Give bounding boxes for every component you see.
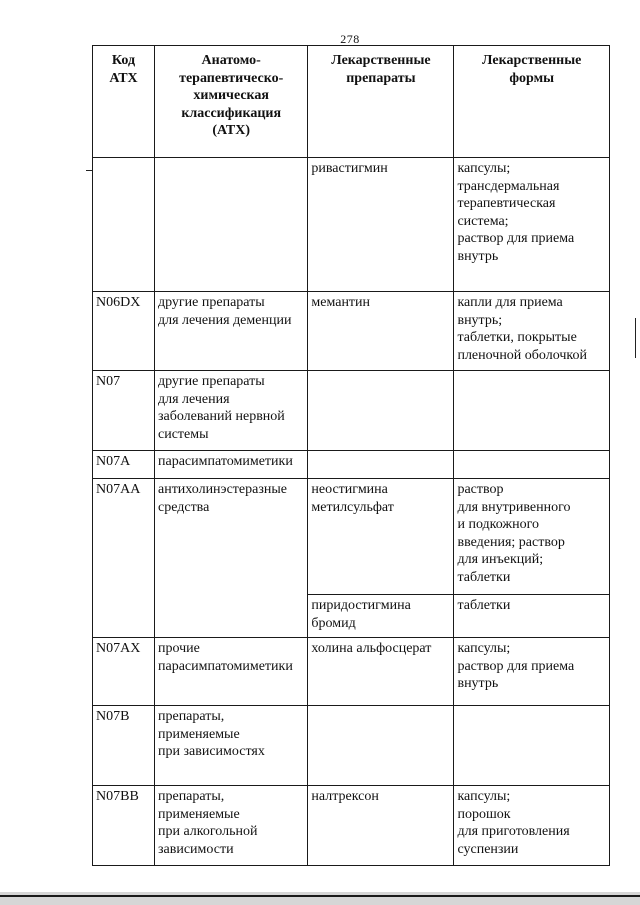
classification-cell: препараты, применяемые при зависимостях: [154, 706, 307, 786]
dosage-forms-cell: капсулы; раствор для приема внутрь: [454, 638, 610, 706]
classification-cell: другие препараты для лечения деменции: [154, 292, 307, 371]
dosage-forms-cell: [454, 371, 610, 451]
header-atc-classification: Анатомо- терапевтическо- химическая классификация (АТХ): [154, 46, 307, 158]
classification-cell: антихолинэстеразные средства: [154, 479, 307, 638]
atc-code-cell: N07AA: [93, 479, 155, 638]
dosage-forms-cell: [454, 451, 610, 479]
dosage-forms-cell: раствор для внутривенного и подкожного введения; раствор для инъекций; таблетки: [454, 479, 610, 595]
header-atc-code: Код АТХ: [93, 46, 155, 158]
drug-cell: [308, 371, 454, 451]
atc-code-cell: N07AX: [93, 638, 155, 706]
classification-cell: прочие парасимпатомиметики: [154, 638, 307, 706]
classification-cell: парасимпатомиметики: [154, 451, 307, 479]
classification-cell: [154, 158, 307, 292]
atc-code-cell: N06DX: [93, 292, 155, 371]
atc-code-cell: N07B: [93, 706, 155, 786]
table-row: [93, 292, 610, 371]
table-row: [93, 371, 610, 451]
scan-bottom-strip: [0, 892, 640, 905]
dosage-forms-cell: [454, 706, 610, 786]
atc-code-cell: N07: [93, 371, 155, 451]
page-number: 278: [340, 32, 360, 46]
table-row: [93, 706, 610, 786]
dosage-forms-cell: таблетки: [454, 595, 610, 638]
scan-artifact: [86, 170, 92, 171]
drug-cell: холина альфосцерат: [308, 638, 454, 706]
atc-code-cell: [93, 158, 155, 292]
table-header-row: [93, 46, 610, 158]
drug-cell: [308, 451, 454, 479]
atc-drug-table: [92, 45, 610, 866]
table-row: [93, 638, 610, 706]
table-row: [93, 158, 610, 292]
drug-cell: ривастигмин: [308, 158, 454, 292]
drug-cell: мемантин: [308, 292, 454, 371]
drug-cell: пиридостигмина бромид: [308, 595, 454, 638]
drug-cell: [308, 706, 454, 786]
classification-cell: препараты, применяемые при алкогольной зависимости: [154, 786, 307, 866]
atc-code-cell: N07BB: [93, 786, 155, 866]
table-row: [93, 451, 610, 479]
table-row: [93, 786, 610, 866]
header-dosage-forms: Лекарственные формы: [454, 46, 610, 158]
dosage-forms-cell: капли для приема внутрь; таблетки, покрытые пленочной оболочкой: [454, 292, 610, 371]
header-drugs: Лекарственные препараты: [308, 46, 454, 158]
drug-cell: налтрексон: [308, 786, 454, 866]
drug-cell: неостигмина метилсульфат: [308, 479, 454, 595]
classification-cell: другие препараты для лечения заболеваний нервной системы: [154, 371, 307, 451]
scan-artifact: [635, 318, 636, 358]
scan-bottom-line: [0, 895, 640, 897]
table-row: [93, 479, 610, 595]
atc-code-cell: N07A: [93, 451, 155, 479]
dosage-forms-cell: капсулы; порошок для приготовления суспензии: [454, 786, 610, 866]
dosage-forms-cell: капсулы; трансдермальная терапевтическая система; раствор для приема внутрь: [454, 158, 610, 292]
